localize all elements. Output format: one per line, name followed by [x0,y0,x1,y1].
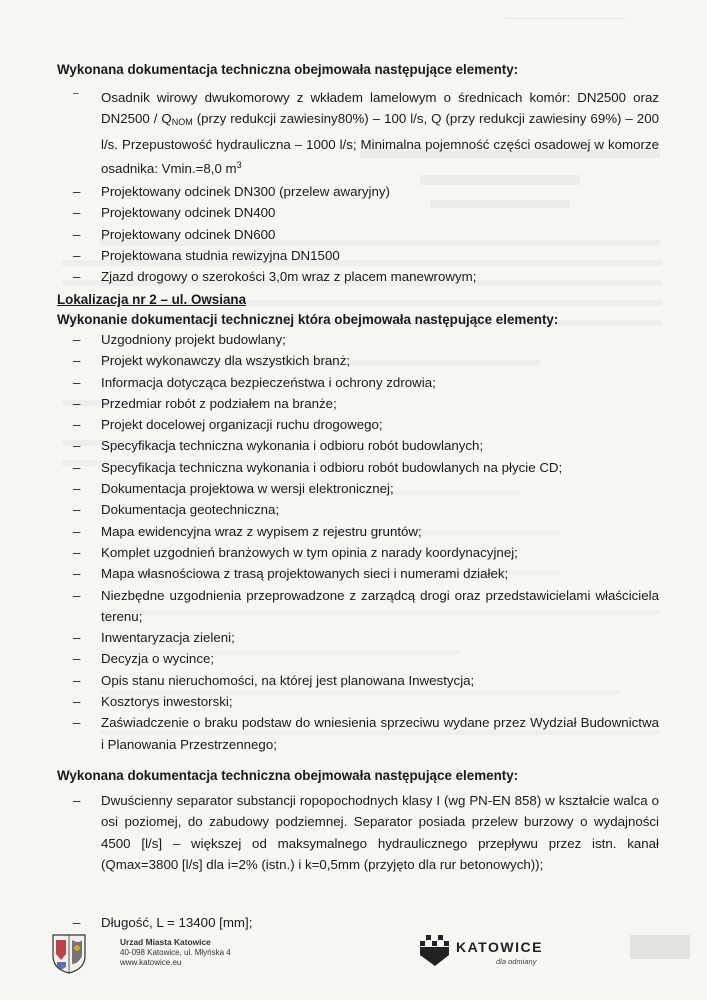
list-dash: – [73,566,81,582]
list-item [0,350,707,371]
item-text: Dokumentacja projektowa w wersji elektronicznej; [101,481,394,497]
list-dash: – [73,715,81,731]
item-text: Informacja dotycząca bezpieczeństwa i ochrony zdrowia; [101,374,436,390]
item-text: Mapa ewidencyjna wraz z wypisem z rejestru gruntów; [101,523,422,539]
list-dash: – [73,205,81,221]
list-item [0,245,707,266]
list-dash: – [73,544,81,560]
item-text: Projekt wykonawczy dla wszystkich branż; [101,353,351,369]
item-text: Kosztorys inwestorski; [101,694,233,710]
list-item [0,372,707,393]
list-dash: – [73,269,81,285]
list-dash: – [73,459,81,475]
list-item [0,224,707,245]
list-dash: – [73,332,81,347]
list-item [0,414,707,435]
list-item [0,627,707,648]
item-text: Specyfikacja techniczna wykonania i odbioru robót budowlanych na płycie CD; [101,459,563,475]
list-item [0,181,707,202]
list-dash: – [73,438,81,454]
page-footer [0,925,707,1000]
list-dash: – [73,630,81,646]
list-item [0,521,707,542]
list-item [0,790,707,875]
list-item [0,266,707,287]
elements-list-2 [0,329,707,755]
logo-text: KATOWICE [456,939,543,955]
item-text: Zjazd drogowy o szerokości 3,0m wraz z placem manewrowym; [101,269,477,285]
list-dash: – [73,523,81,539]
logo-tagline: dla odmiany [496,957,537,966]
organization-block [120,937,231,969]
item-text: Uzgodniony projekt budowlany; [101,332,286,347]
list-dash: – [73,694,81,710]
organization-website: www.katowice.eu [120,958,182,967]
list-dash: – [73,353,81,369]
organization-name: Urzad Miasta Katowice [120,937,211,947]
list-item [0,585,707,628]
item-text: Projekt docelowej organizacji ruchu drogowego; [101,417,383,433]
item-text: Projektowany odcinek DN400 [101,205,276,221]
section-heading-1: Wykonana dokumentacja techniczna obejmowała następujące elementy: [57,62,519,77]
katowice-coat-of-arms-icon [52,934,86,974]
location-title: Lokalizacja nr 2 – ul. Owsiana [57,292,247,307]
item-text: Projektowany odcinek DN600 [101,226,276,242]
item-text: Inwentaryzacja zieleni; [101,630,235,646]
list-dash: – [73,395,81,411]
elements-list-1 [0,87,707,288]
list-dash: – [73,248,81,264]
section-heading-3: Wykonana dokumentacja techniczna obejmowała następujące elementy: [57,768,519,783]
item-text: Dokumentacja geotechniczna; [101,502,280,518]
item-text-part2: (przy redukcji zawiesiny80%) – 100 l/s, Q (przy redukcji zawiesiny 69%) – 200 l/s. Przepustowość hydrauliczna – 1000 l/s; Minimalna pojemność części osadowej w komorze osadnika: Vmin.=8,0 m [101,111,659,176]
item-text: Mapa własnościowa z trasą projektowanych sieci i numerami działek; [101,566,509,582]
list-item [0,87,707,179]
item-text: Dwuścienny separator substancji ropopochodnych klasy I (wg PN-EN 858) w kształcie walca o osi poziomej, do zabudowy podziemnej. Separator posiada przelew burzowy o wydajności 4500 [l/s] – większej od maksymalnego hydraulicznego przepływu przez istn. kanał (Qmax=3800 [l/s] dla i=2% (istn.) i k=0,5mm (przyjęto dla rur betonowych)); [101,793,659,872]
list-dash: – [73,672,81,688]
organization-address: 40-098 Katowice, ul. Młyńska 4 [120,947,231,957]
list-dash: – [73,184,81,200]
list-dash: – [73,481,81,497]
list-dash: – [73,88,79,99]
item-text: Zaświadczenie o braku podstaw do wniesienia sprzeciwu wydane przez Wydział Budownictwa i Planowania Przestrzennego; [101,715,659,752]
item-text: Projektowana studnia rewizyjna DN1500 [101,248,340,264]
item-text: Specyfikacja techniczna wykonania i odbioru robót budowlanych; [101,438,484,454]
section-heading-2: Wykonanie dokumentacji technicznej która obejmowała następujące elementy: [57,312,559,327]
item-text: Projektowany odcinek DN300 (przelew awaryjny) [101,184,390,200]
list-item [0,478,707,499]
list-dash: – [73,374,81,390]
list-item [0,542,707,563]
list-item [0,670,707,691]
item-superscript: 3 [236,159,242,170]
item-text: Decyzja o wycince; [101,651,215,667]
item-text: Długość, L = 13400 [mm]; [101,915,253,930]
item-text: Niezbędne uzgodnienia przeprowadzone z zarządcą drogi oraz przedstawicielami właściciela terenu; [101,587,659,624]
list-item [0,712,707,755]
list-dash: – [73,793,81,808]
list-dash: – [73,587,81,603]
list-item [0,691,707,712]
item-text: Przedmiar robót z podziałem na branże; [101,395,337,411]
katowice-logo-mark-icon [418,933,454,969]
list-item [0,499,707,520]
list-dash: – [73,651,81,667]
list-item [0,329,707,350]
item-text: Komplet uzgodnień branżowych w tym opinia z narady koordynacyjnej; [101,544,518,560]
list-item [0,457,707,478]
item-text-part1: Osadnik wirowy dwukomorowy z wkładem lamelowym o średnicach komór: DN2500 oraz DN2500 / Q [101,90,659,127]
item-text: Opis stanu nieruchomości, na której jest planowana Inwestycja; [101,672,475,688]
list-item [0,435,707,456]
list-dash: – [73,502,81,518]
elements-list-3 [0,790,707,875]
item-subscript: NOM [171,117,193,128]
katowice-logo [418,931,558,971]
list-item [0,393,707,414]
list-dash: – [73,417,81,433]
list-item [0,563,707,584]
list-dash: – [73,226,81,242]
list-dash: – [73,915,81,930]
scan-artifact [630,935,690,959]
list-item [0,202,707,223]
list-item [0,648,707,669]
